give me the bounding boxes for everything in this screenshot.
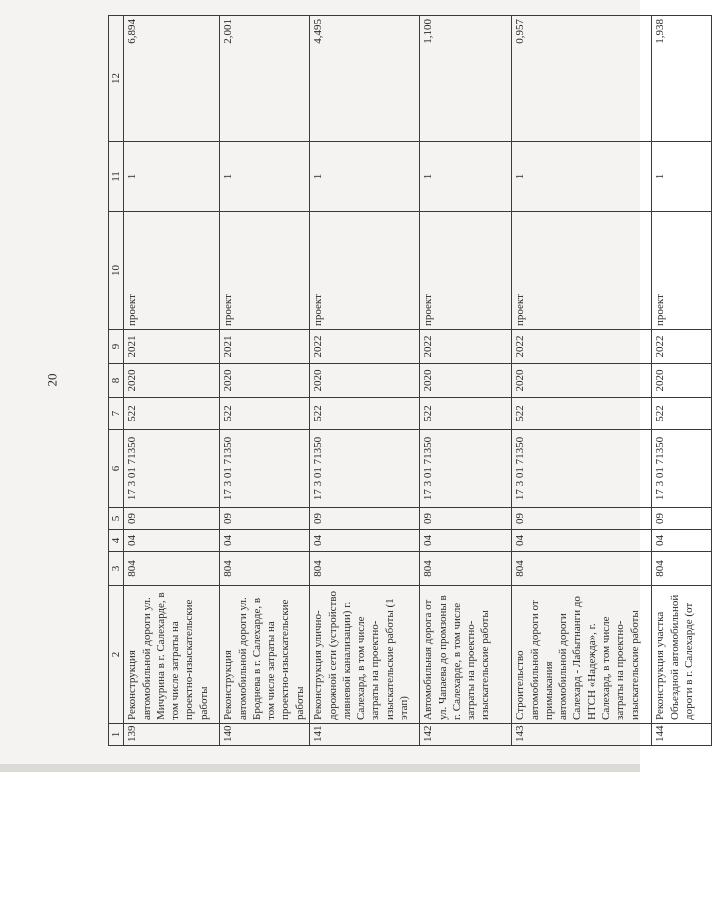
table-cell: 2020 [420, 364, 512, 398]
table-cell: 2020 [310, 364, 420, 398]
table-cell: 17 3 01 71350 [220, 430, 310, 508]
object-name-cell: Реконструкция автомобильной дороги ул. Броднева в г. Салехарде, в том числе затраты на проектно-изыскательские работы [220, 586, 310, 724]
table-cell: 17 3 01 71350 [652, 430, 712, 508]
header-cell: 1 [109, 724, 124, 746]
table-cell: 2022 [310, 330, 420, 364]
table-cell: 2020 [220, 364, 310, 398]
table-cell: 2020 [652, 364, 712, 398]
table-cell: 2022 [652, 330, 712, 364]
table-cell: 2020 [512, 364, 652, 398]
table-row [512, 16, 652, 746]
header-cell: 9 [109, 330, 124, 364]
table-cell: проект [512, 212, 652, 330]
table-row [124, 16, 220, 746]
table-cell: 4,495 [310, 16, 420, 142]
table-cell: 142 [420, 724, 512, 746]
table-cell: 09 [512, 508, 652, 530]
table-cell: 144 [652, 724, 712, 746]
header-cell: 7 [109, 398, 124, 430]
table-cell: 804 [652, 552, 712, 586]
object-name-cell: Строительство автомобильной дороги от примыкания автомобильной дороги Салехард - Лабытнанги до НТСН «Надежда», г. Салехард, в том числе затраты на проектно-изыскательские работы [512, 586, 652, 724]
table-cell: 1 [220, 142, 310, 212]
table-cell: 1 [310, 142, 420, 212]
table-cell: 6,894 [124, 16, 220, 142]
table-cell: 2022 [420, 330, 512, 364]
table-row [310, 16, 420, 746]
table-cell: 09 [310, 508, 420, 530]
table-cell: 04 [420, 530, 512, 552]
table-cell: 804 [124, 552, 220, 586]
table-cell: 522 [420, 398, 512, 430]
table-cell: 140 [220, 724, 310, 746]
header-cell: 5 [109, 508, 124, 530]
header-row [109, 16, 124, 746]
table-cell: 522 [310, 398, 420, 430]
table-cell: 04 [220, 530, 310, 552]
header-cell: 8 [109, 364, 124, 398]
table-cell: проект [220, 212, 310, 330]
page-number: 20 [44, 373, 60, 387]
table-cell: 04 [652, 530, 712, 552]
table-cell: 1,100 [420, 16, 512, 142]
table-cell: 17 3 01 71350 [512, 430, 652, 508]
table-row [420, 16, 512, 746]
object-name-cell: Реконструкция улично-дорожной сети (устройство ливневой канализации) г. Салехард, в том числе затраты на проектно-изыскательские работы (1 этап) [310, 586, 420, 724]
table-cell: 1 [512, 142, 652, 212]
table-cell: 2021 [220, 330, 310, 364]
header-cell: 4 [109, 530, 124, 552]
table-row [220, 16, 310, 746]
table-cell: 09 [124, 508, 220, 530]
table-cell: 522 [652, 398, 712, 430]
table-cell: 04 [310, 530, 420, 552]
table-cell: 804 [512, 552, 652, 586]
header-cell: 6 [109, 430, 124, 508]
page-edge-shadow [0, 764, 640, 772]
table-cell: 2,001 [220, 16, 310, 142]
table-cell: 804 [310, 552, 420, 586]
budget-table [108, 15, 712, 746]
table-cell: 804 [220, 552, 310, 586]
table-cell: 2020 [124, 364, 220, 398]
table-cell: 17 3 01 71350 [124, 430, 220, 508]
table-cell: 139 [124, 724, 220, 746]
header-cell: 10 [109, 212, 124, 330]
table-cell: 04 [512, 530, 652, 552]
table-cell: проект [310, 212, 420, 330]
table-cell: 1 [420, 142, 512, 212]
table-cell: 522 [124, 398, 220, 430]
table-cell: 1,938 [652, 16, 712, 142]
table-cell: проект [420, 212, 512, 330]
table-cell: 141 [310, 724, 420, 746]
object-name-cell: Автомобильная дорога от ул. Чапаева до промзоны в г. Салехарде, в том числе затраты на проектно-изыскательские работы [420, 586, 512, 724]
header-cell: 2 [109, 586, 124, 724]
table-cell: проект [652, 212, 712, 330]
header-cell: 12 [109, 16, 124, 142]
table-cell: 522 [512, 398, 652, 430]
table-cell: 09 [652, 508, 712, 530]
table-cell: 1 [124, 142, 220, 212]
table-cell: 522 [220, 398, 310, 430]
table-cell: проект [124, 212, 220, 330]
table-cell: 17 3 01 71350 [310, 430, 420, 508]
header-cell: 3 [109, 552, 124, 586]
table-cell: 143 [512, 724, 652, 746]
table-cell: 1 [652, 142, 712, 212]
table-cell: 0,957 [512, 16, 652, 142]
table-cell: 2022 [512, 330, 652, 364]
table-cell: 17 3 01 71350 [420, 430, 512, 508]
table-cell: 2021 [124, 330, 220, 364]
table-cell: 04 [124, 530, 220, 552]
table-cell: 804 [420, 552, 512, 586]
object-name-cell: Реконструкция участка Объездной автомобильной дороги в г. Салехарде (от [652, 586, 712, 724]
header-cell: 11 [109, 142, 124, 212]
table-cell: 09 [420, 508, 512, 530]
object-name-cell: Реконструкция автомобильной дороги ул. Мичурина в г. Салехарде, в том числе затраты на проектно-изыскательские работы [124, 586, 220, 724]
table-row [652, 16, 712, 746]
table-cell: 09 [220, 508, 310, 530]
rotated-table-container [108, 18, 695, 746]
